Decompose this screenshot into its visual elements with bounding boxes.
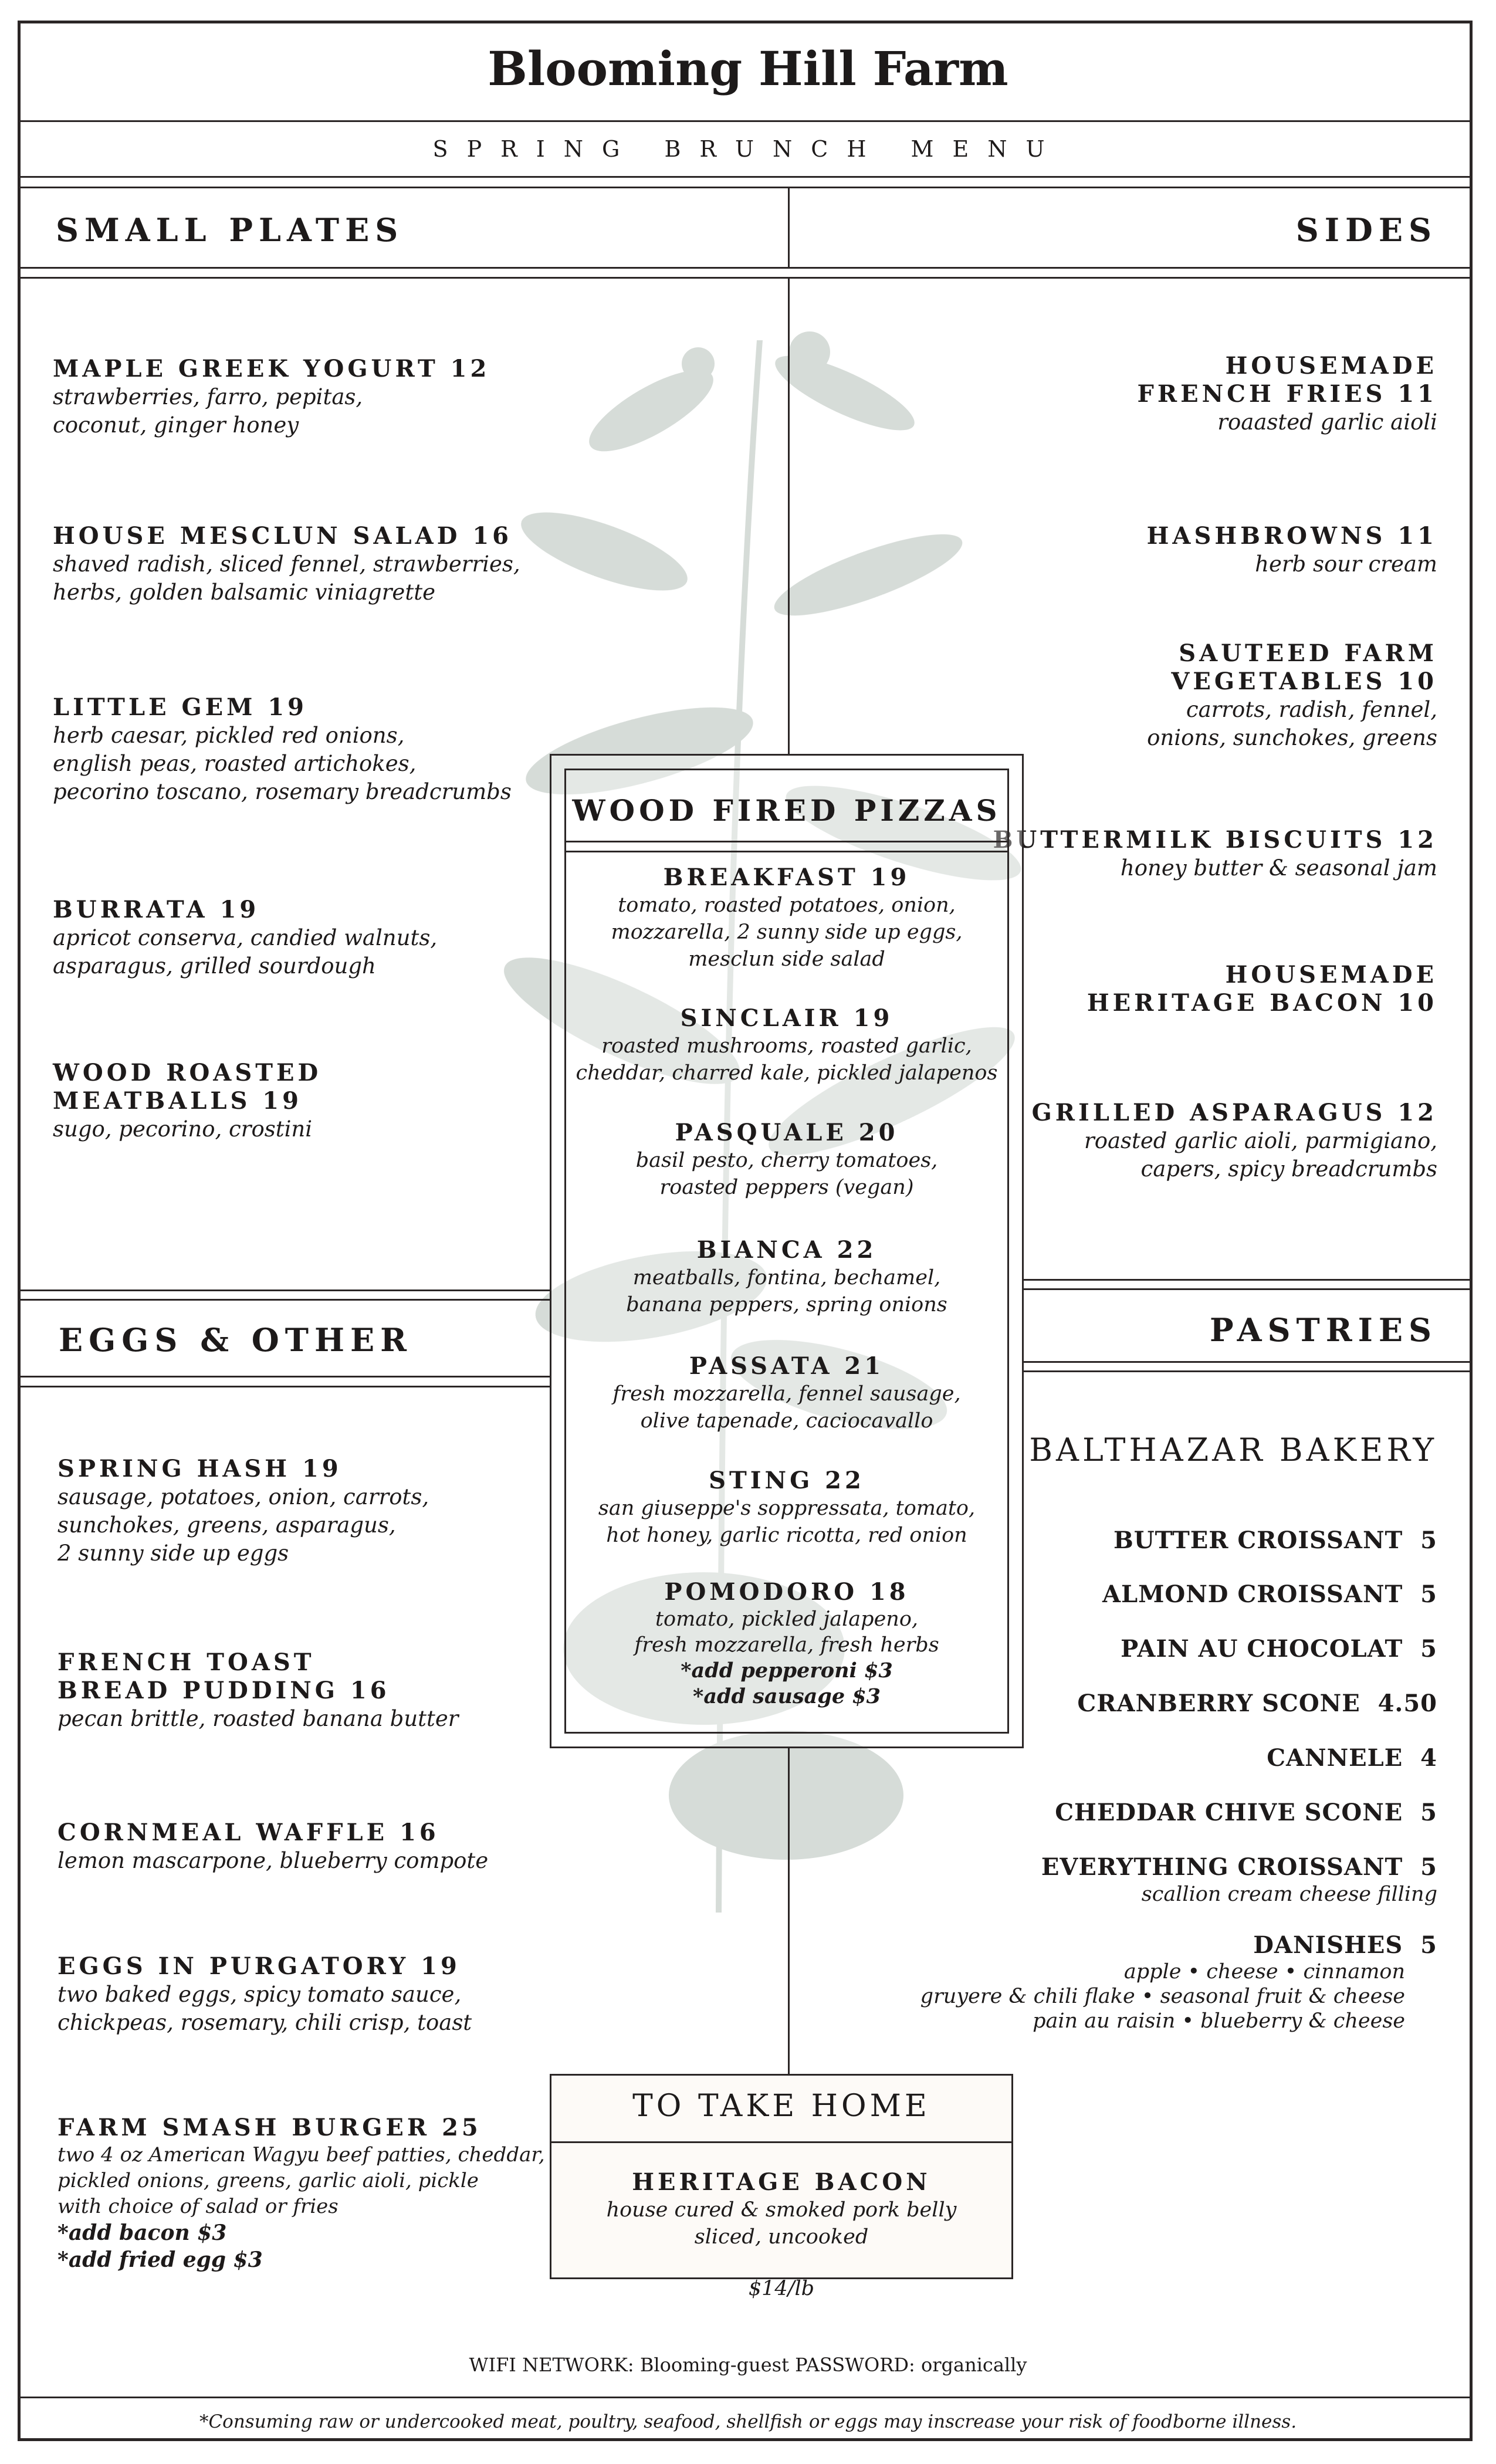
section-band-divider [788,187,790,267]
list-item: BIANCA 22 meatballs, fontina, bechamel, banana peppers, spring onions [626,1236,947,1316]
restaurant-title: Blooming Hill Farm [488,41,1008,96]
pastries-heading: PASTRIES [1209,1311,1437,1349]
list-item: BURRATA 19 apricot conserva, candied walnuts, asparagus, grilled sourdough [53,896,438,979]
sides-heading: SIDES [1295,211,1437,249]
menu-subtitle: SPRING BRUNCH MENU [432,136,1064,162]
small-plates-heading: SMALL PLATES [56,211,404,249]
list-item: ALMOND CROISSANT 5 [1102,1580,1437,1608]
pizzas-heading: WOOD FIRED PIZZAS [572,793,1001,828]
list-item: BUTTER CROISSANT 5 [1113,1527,1437,1554]
list-item: HOUSEMADE FRENCH FRIES 11 roaasted garlic aioli [1137,352,1437,435]
bakery-name: BALTHAZAR BAKERY [1029,1431,1437,1468]
list-item: FRENCH TOAST BREAD PUDDING 16 pecan brittle, roasted banana butter [57,1649,459,1731]
footer-divider [18,2397,1473,2398]
take-home-item: HERITAGE BACON house cured & smoked pork belly sliced, uncooked $14/lb [606,2168,957,2300]
list-item: BUTTERMILK BISCUITS 12 honey butter & seasonal jam [993,826,1437,881]
list-item: GRILLED ASPARAGUS 12 roasted garlic aioli, parmigiano, capers, spicy breadcrumbs [1031,1099,1437,1182]
list-item: MAPLE GREEK YOGURT 12 strawberries, farro, pepitas, coconut, ginger honey [53,355,490,438]
pastries-band-bottom [1024,1361,1473,1363]
pastries-band-bottom-2 [1024,1370,1473,1372]
eggs-band-top-2 [18,1299,550,1301]
pastries-list [851,1527,1437,2033]
list-item: CANNELE 4 [1267,1744,1437,1772]
list-item: CHEDDAR CHIVE SCONE 5 [1055,1799,1437,1826]
eggs-list [57,1455,562,2273]
eggs-band-top [18,1289,550,1291]
wifi-info: WIFI NETWORK: Blooming-guest PASSWORD: organically [469,2354,1027,2376]
take-home-heading-rule [550,2141,1013,2143]
list-item: DANISHES 5 apple • cheese • cinnamon gruyere & chili flake • seasonal fruit & cheese pain au raisin • blueberry & cheese [920,1931,1437,2033]
list-item: SINCLAIR 19 roasted mushrooms, roasted garlic, cheddar, charred kale, pickled jalapenos [576,1004,998,1085]
list-item: SAUTEED FARM VEGETABLES 10 carrots, radish, fennel, onions, sunchokes, greens [1147,639,1437,750]
pizza-heading-rule [564,841,1009,842]
header-divider [18,120,1473,122]
subtitle-divider [18,176,1473,178]
list-item: WOOD ROASTED MEATBALLS 19 sugo, pecorino, crostini [53,1059,322,1142]
list-item: CRANBERRY SCONE 4.50 [1077,1690,1437,1717]
take-home-heading: TO TAKE HOME [632,2089,930,2124]
section-band-bottom [18,267,1473,269]
pastries-band-top [1024,1279,1473,1281]
food-safety-disclaimer: *Consuming raw or undercooked meat, poultry, seafood, shellfish or eggs may inscrease your risk of foodborne illness. [199,2411,1297,2432]
list-item: EGGS IN PURGATORY 19 two baked eggs, spicy tomato sauce, chickpeas, rosemary, chili crisp, toast [57,1952,472,2035]
pastries-band-top-2 [1024,1288,1473,1290]
list-item: HASHBROWNS 11 herb sour cream [1146,522,1437,577]
list-item: FARM SMASH BURGER 25 two 4 oz American Wagyu beef patties, cheddar, pickled onions, greens, garlic aioli, pickle with choice of salad or fries *add bacon $3 *add fried egg $3 [57,2114,545,2272]
section-band-top [18,187,1473,188]
list-item: PAIN AU CHOCOLAT 5 [1121,1635,1437,1663]
eggs-band-bottom [18,1376,550,1377]
small-plates-list [53,355,534,1143]
list-item: PASQUALE 20 basil pesto, cherry tomatoes, roasted peppers (vegan) [635,1119,938,1199]
list-item: SPRING HASH 19 sausage, potatoes, onion, carrots, sunchokes, greens, asparagus, 2 sunny side up eggs [57,1455,429,1566]
list-item: HOUSE MESCLUN SALAD 16 shaved radish, sliced fennel, strawberries, herbs, golden balsamic viniagrette [53,522,520,605]
sides-list [968,352,1437,1183]
center-rule-bottom [788,1748,790,2074]
list-item: HOUSEMADE HERITAGE BACON 10 [1087,961,1437,1017]
center-rule-top [788,277,790,754]
section-band-bottom-2 [18,277,1473,279]
list-item: PASSATA 21 fresh mozzarella, fennel sausage, olive tapenade, caciocavallo [612,1352,961,1433]
pizza-heading-rule-2 [564,851,1009,852]
list-item: POMODORO 18 tomato, pickled jalapeno, fresh mozzarella, fresh herbs *add pepperoni $3 *add sausage $3 [634,1578,939,1708]
list-item: STING 22 san giuseppe's soppressata, tomato, hot honey, garlic ricotta, red onion [598,1467,976,1547]
eggs-band-bottom-2 [18,1386,550,1387]
list-item: LITTLE GEM 19 herb caesar, pickled red onions, english peas, roasted artichokes, pecorino toscano, rosemary breadcrumbs [53,693,512,804]
list-item: EVERYTHING CROISSANT 5 scallion cream cheese filling [1041,1853,1437,1906]
list-item: BREAKFAST 19 tomato, roasted potatoes, onion, mozzarella, 2 sunny side up eggs, mesclun side salad [611,864,963,971]
eggs-heading: EGGS & OTHER [59,1321,413,1359]
list-item: CORNMEAL WAFFLE 16 lemon mascarpone, blueberry compote [57,1819,489,1873]
